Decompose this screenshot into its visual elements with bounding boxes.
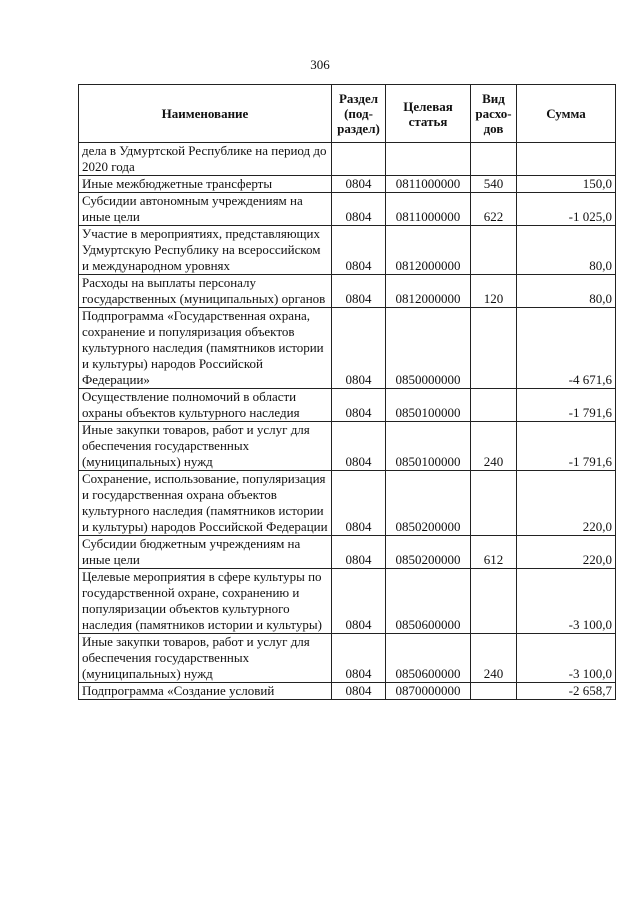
cell-section: 0804: [332, 634, 386, 683]
table-row: [79, 275, 616, 308]
cell-name: Субсидии бюджетным учреждениям на иные цели: [79, 536, 332, 569]
cell-target: 0812000000: [386, 275, 471, 308]
cell-expense-type: [471, 308, 517, 389]
cell-amount: -1 791,6: [517, 422, 616, 471]
cell-amount: [517, 143, 616, 176]
cell-section: [332, 143, 386, 176]
cell-amount: -1 791,6: [517, 389, 616, 422]
cell-target: 0812000000: [386, 226, 471, 275]
cell-name: Участие в мероприятиях, представляющих Удмуртскую Республику на всероссийском и международном уровнях: [79, 226, 332, 275]
cell-target: 0870000000: [386, 683, 471, 700]
cell-section: 0804: [332, 389, 386, 422]
cell-amount: -3 100,0: [517, 569, 616, 634]
cell-section: 0804: [332, 569, 386, 634]
cell-section: 0804: [332, 275, 386, 308]
header-expense-type: Вид расхо-дов: [471, 85, 517, 143]
cell-expense-type: [471, 226, 517, 275]
table-row: [79, 422, 616, 471]
table-row: [79, 569, 616, 634]
cell-name: Иные закупки товаров, работ и услуг для обеспечения государственных (муниципальных) нужд: [79, 422, 332, 471]
header-section: Раздел (под-раздел): [332, 85, 386, 143]
cell-amount: -1 025,0: [517, 193, 616, 226]
cell-expense-type: 540: [471, 176, 517, 193]
cell-amount: 80,0: [517, 226, 616, 275]
cell-amount: 80,0: [517, 275, 616, 308]
header-name: Наименование: [79, 85, 332, 143]
cell-section: 0804: [332, 536, 386, 569]
cell-target: 0850100000: [386, 389, 471, 422]
table-row: [79, 226, 616, 275]
cell-section: 0804: [332, 226, 386, 275]
cell-name: дела в Удмуртской Республике на период до 2020 года: [79, 143, 332, 176]
cell-expense-type: 120: [471, 275, 517, 308]
cell-amount: -4 671,6: [517, 308, 616, 389]
cell-section: 0804: [332, 422, 386, 471]
cell-expense-type: 240: [471, 422, 517, 471]
cell-amount: -2 658,7: [517, 683, 616, 700]
cell-name: Сохранение, использование, популяризация и государственная охрана объектов культурного наследия (памятников истории и культуры) народов Российской Федерации: [79, 471, 332, 536]
cell-target: 0850000000: [386, 308, 471, 389]
table-header-row: [79, 85, 616, 143]
table-row: [79, 536, 616, 569]
cell-amount: 150,0: [517, 176, 616, 193]
page-number: 306: [310, 57, 330, 72]
cell-name: Расходы на выплаты персоналу государственных (муниципальных) органов: [79, 275, 332, 308]
table-row: [79, 143, 616, 176]
cell-target: 0811000000: [386, 193, 471, 226]
cell-expense-type: 240: [471, 634, 517, 683]
cell-amount: 220,0: [517, 536, 616, 569]
cell-name: Подпрограмма «Создание условий: [79, 683, 332, 700]
cell-section: 0804: [332, 683, 386, 700]
cell-section: 0804: [332, 308, 386, 389]
cell-name: Подпрограмма «Государственная охрана, сохранение и популяризация объектов культурного наследия (памятников истории и культуры) народов Российской Федерации»: [79, 308, 332, 389]
cell-target: 0850600000: [386, 634, 471, 683]
cell-name: Субсидии автономным учреждениям на иные цели: [79, 193, 332, 226]
cell-target: 0850200000: [386, 471, 471, 536]
cell-section: 0804: [332, 176, 386, 193]
cell-target: [386, 143, 471, 176]
cell-section: 0804: [332, 471, 386, 536]
cell-amount: 220,0: [517, 471, 616, 536]
header-amount: Сумма: [517, 85, 616, 143]
cell-target: 0811000000: [386, 176, 471, 193]
cell-expense-type: [471, 569, 517, 634]
table-row: [79, 193, 616, 226]
table-row: [79, 634, 616, 683]
table-row: [79, 683, 616, 700]
cell-expense-type: [471, 683, 517, 700]
cell-section: 0804: [332, 193, 386, 226]
table-row: [79, 471, 616, 536]
cell-expense-type: 612: [471, 536, 517, 569]
cell-target: 0850100000: [386, 422, 471, 471]
header-target: Целевая статья: [386, 85, 471, 143]
cell-expense-type: 622: [471, 193, 517, 226]
cell-expense-type: [471, 471, 517, 536]
cell-amount: -3 100,0: [517, 634, 616, 683]
cell-target: 0850200000: [386, 536, 471, 569]
cell-target: 0850600000: [386, 569, 471, 634]
cell-name: Иные межбюджетные трансферты: [79, 176, 332, 193]
table-row: [79, 389, 616, 422]
table-row: [79, 308, 616, 389]
table-row: [79, 176, 616, 193]
cell-name: Осуществление полномочий в области охраны объектов культурного наследия: [79, 389, 332, 422]
cell-expense-type: [471, 143, 517, 176]
cell-name: Целевые мероприятия в сфере культуры по государственной охране, сохранению и популяризации объектов культурного наследия (памятников истории и культуры): [79, 569, 332, 634]
cell-expense-type: [471, 389, 517, 422]
budget-table: [78, 84, 616, 700]
cell-name: Иные закупки товаров, работ и услуг для обеспечения государственных (муниципальных) нужд: [79, 634, 332, 683]
